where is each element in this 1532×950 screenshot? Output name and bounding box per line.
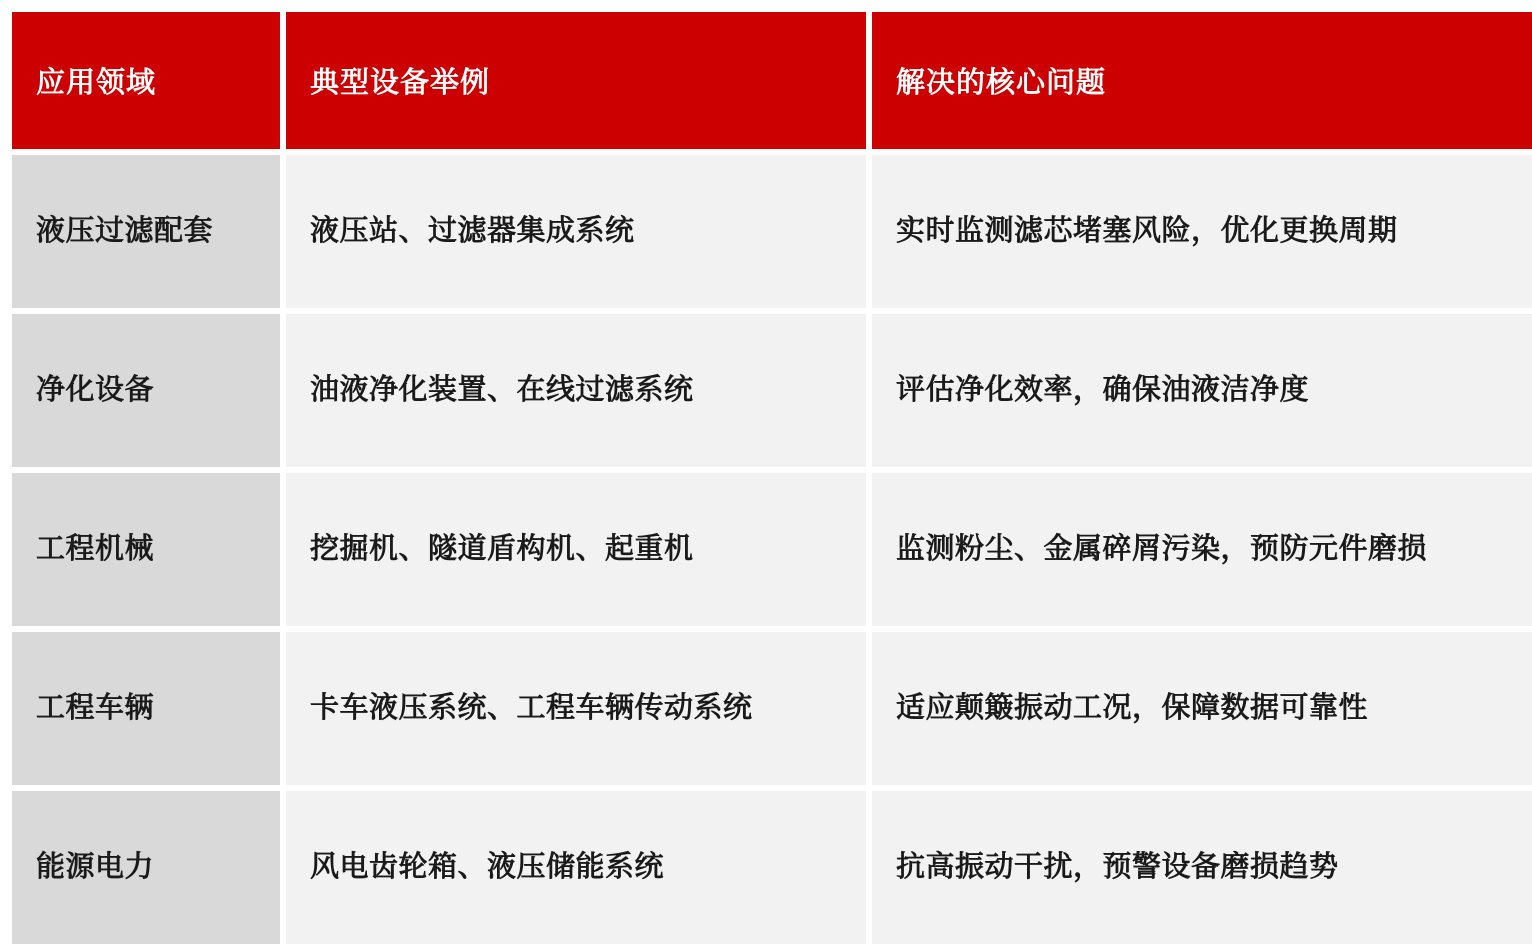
cell-problem: 抗高振动干扰，预警设备磨损趋势 — [872, 791, 1532, 944]
column-header-problem: 解决的核心问题 — [872, 12, 1532, 149]
table-row — [12, 632, 1532, 785]
cell-problem: 评估净化效率，确保油液洁净度 — [872, 314, 1532, 467]
cell-domain: 工程车辆 — [12, 632, 280, 785]
table-row — [12, 155, 1532, 308]
table-header — [12, 12, 1532, 149]
cell-equipment: 卡车液压系统、工程车辆传动系统 — [286, 632, 866, 785]
cell-domain: 液压过滤配套 — [12, 155, 280, 308]
cell-domain: 净化设备 — [12, 314, 280, 467]
cell-domain: 能源电力 — [12, 791, 280, 944]
table-row — [12, 314, 1532, 467]
table-body — [12, 155, 1532, 944]
table-row — [12, 791, 1532, 944]
cell-problem: 实时监测滤芯堵塞风险，优化更换周期 — [872, 155, 1532, 308]
column-header-equipment: 典型设备举例 — [286, 12, 866, 149]
cell-equipment: 风电齿轮箱、液压储能系统 — [286, 791, 866, 944]
header-row — [12, 12, 1532, 149]
application-domain-table — [6, 6, 1532, 950]
cell-equipment: 挖掘机、隧道盾构机、起重机 — [286, 473, 866, 626]
table-row — [12, 473, 1532, 626]
column-header-domain: 应用领域 — [12, 12, 280, 149]
cell-problem: 适应颠簸振动工况，保障数据可靠性 — [872, 632, 1532, 785]
cell-equipment: 液压站、过滤器集成系统 — [286, 155, 866, 308]
cell-equipment: 油液净化装置、在线过滤系统 — [286, 314, 866, 467]
cell-domain: 工程机械 — [12, 473, 280, 626]
cell-problem: 监测粉尘、金属碎屑污染，预防元件磨损 — [872, 473, 1532, 626]
